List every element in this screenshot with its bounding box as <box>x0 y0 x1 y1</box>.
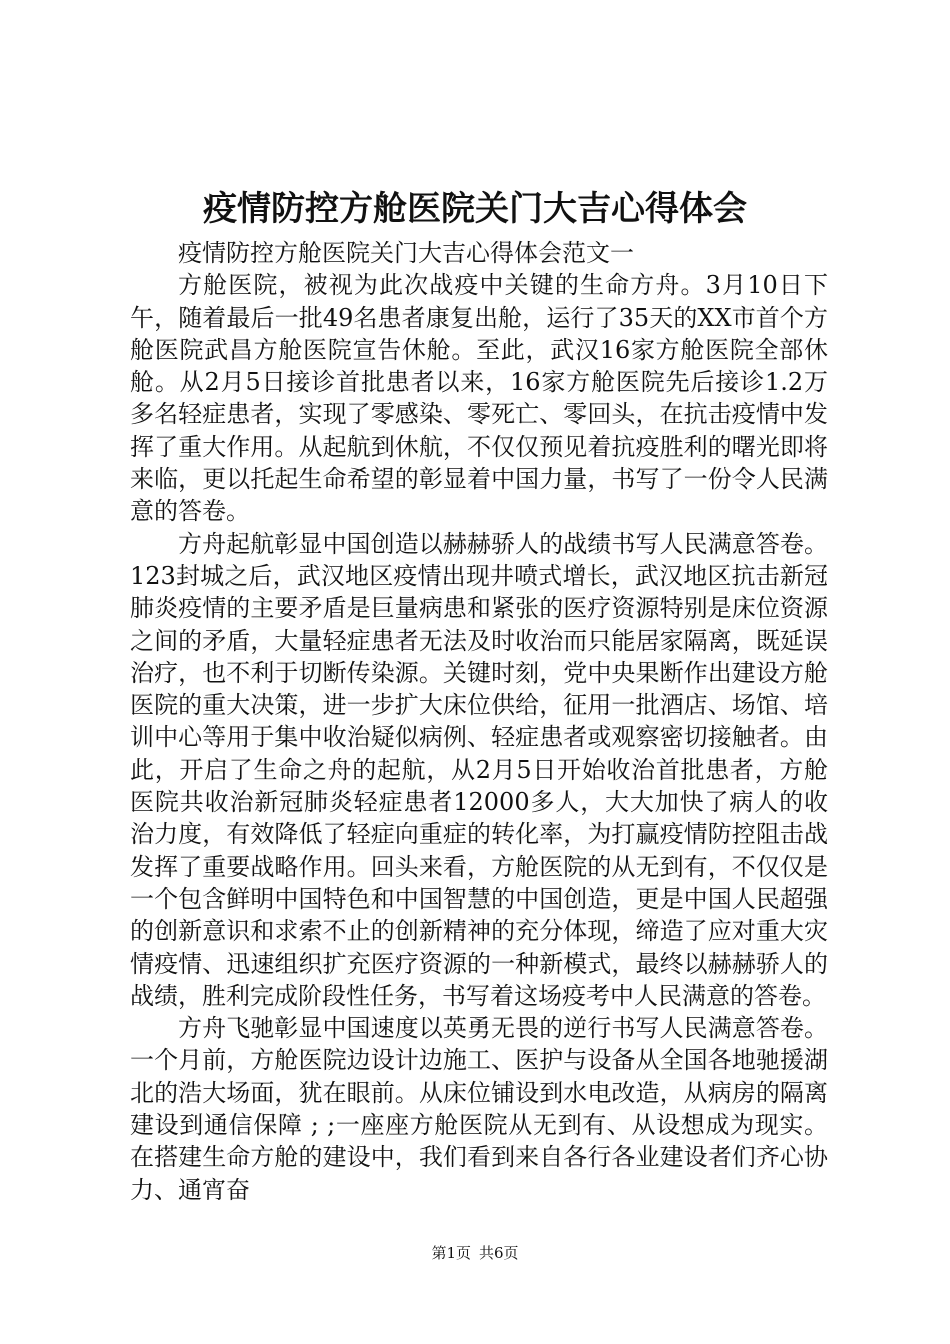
document-title: 疫情防控方舱医院关门大吉心得体会 <box>203 189 747 229</box>
body-paragraph: 方舟起航彰显中国创造以赫赫骄人的战绩书写人民满意答卷。123封城之后，武汉地区疫情出现井喷式增长，武汉地区抗击新冠肺炎疫情的主要矛盾是巨量病患和紧张的医疗资源特别是床位资源之间的矛盾，大量轻症患者无法及时收治而只能居家隔离，既延误治疗，也不利于切断传染源。关键时刻，党中央果断作出建设方舱医院的重大决策，进一步扩大床位供给，征用一批酒店、场馆、培训中心等用于集中收治疑似病例、轻症患者或观察密切接触者。由此，开启了生命之舟的起航，从2月5日开始收治首批患者，方舱医院共收治新冠肺炎轻症患者12000多人，大大加快了病人的收治力度，有效降低了轻症向重症的转化率，为打赢疫情防控阻击战发挥了重要战略作用。回头来看，方舱医院的从无到有，不仅仅是一个包含鲜明中国特色和中国智慧的中国创造，更是中国人民超强的创新意识和求索不止的创新精神的充分体现，缔造了应对重大灾情疫情、迅速组织扩充医疗资源的一种新模式，最终以赫赫骄人的战绩，胜利完成阶段性任务，书写着这场疫考中人民满意的答卷。 <box>130 529 828 1010</box>
page-total: 共6页 <box>479 1244 519 1262</box>
subtitle-paragraph: 疫情防控方舱医院关门大吉心得体会范文一 <box>178 239 634 267</box>
document-body <box>130 237 828 1206</box>
body-paragraph: 方舱医院，被视为此次战疫中关键的生命方舟。3月10日下午，随着最后一批49名患者康复出舱，运行了35天的XX市首个方舱医院武昌方舱医院宣告休舱。至此，武汉16家方舱医院全部休舱。从2月5日接诊首批患者以来，16家方舱医院先后接诊1.2万多名轻症患者，实现了零感染、零死亡、零回头，在抗击疫情中发挥了重大作用。从起航到休航，不仅仅预见着抗疫胜利的曙光即将来临，更以托起生命希望的彰显着中国力量，书写了一份令人民满意的答卷。 <box>130 271 828 526</box>
page-number: 第1页 <box>431 1244 471 1262</box>
body-paragraph: 方舟飞驰彰显中国速度以英勇无畏的逆行书写人民满意答卷。一个月前，方舱医院边设计边施工、医护与设备从全国各地驰援湖北的浩大场面，犹在眼前。从床位铺设到水电改造，从病房的隔离建设到通信保障 ; ;一座座方舱医院从无到有、从设想成为现实。在搭建生命方舱的建设中，我们看到来自各行各业建设者们齐心协力、通宵奋 <box>130 1014 828 1204</box>
page-footer <box>0 1243 950 1263</box>
